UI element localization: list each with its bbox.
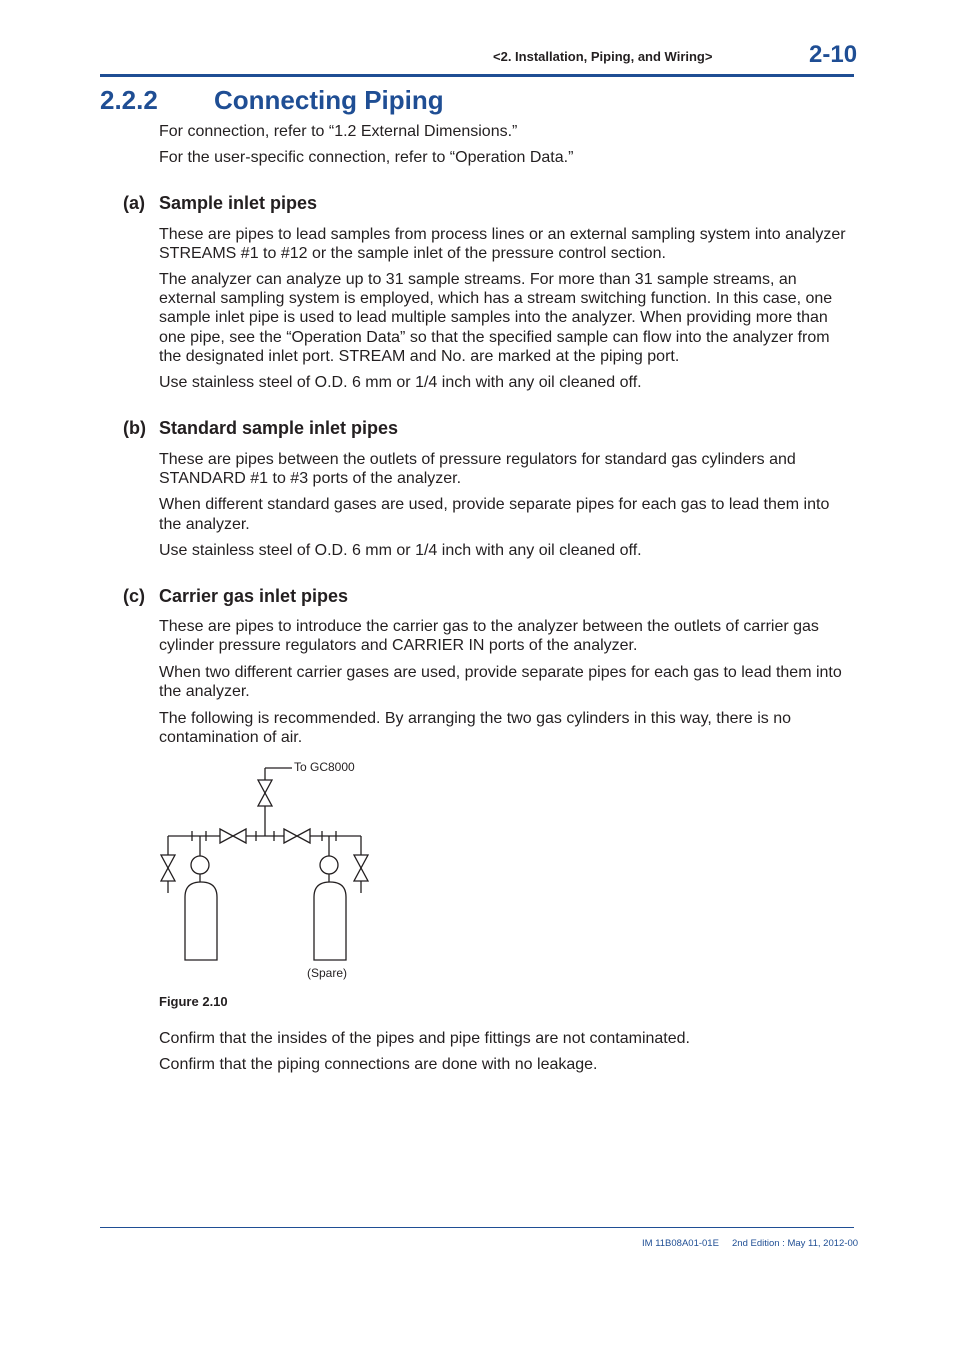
paragraph-line: cylinder pressure regulators and CARRIER IN ports of the analyzer. [159,637,638,654]
paragraph-line: the designated inlet port. STREAM and No. are marked at the piping port. [159,348,680,365]
intro-line: For the user-specific connection, refer to “Operation Data.” [159,149,574,166]
paragraph-line: When two different carrier gases are used, provide separate pipes for each gas to lead them into [159,664,842,681]
pressure-regulator-icon [320,856,338,874]
spare-gas-cylinder-icon [314,882,346,960]
paragraph-line: The analyzer can analyze up to 31 sample streams. For more than 31 sample streams, an [159,271,797,288]
paragraph-line: external sampling system is employed, which has a stream switching function. In this case, one [159,290,833,307]
running-header-chapter: <2. Installation, Piping, and Wiring> [493,49,713,64]
subsection-c-title: Carrier gas inlet pipes [159,586,349,606]
horizontal-valve-icon [297,829,310,843]
paragraph-line: sample inlet pipe is used to lead multiple samples into the analyzer. When providing more than [159,309,828,326]
paragraph-line: Use stainless steel of O.D. 6 mm or 1/4 inch with any oil cleaned off. [159,374,642,391]
spare-label: (Spare) [307,966,348,980]
subsection-b-title: Standard sample inlet pipes [159,418,399,438]
horizontal-valve-icon [284,829,297,843]
subsection-b-letter: (b) [123,418,146,438]
footer-rule [100,1227,854,1228]
section-title: Connecting Piping [214,85,444,115]
purge-valve-icon [354,868,368,881]
paragraph-line: These are pipes to lead samples from process lines or an external sampling system into analyzer [159,226,846,243]
paragraph-line: STANDARD #1 to #3 ports of the analyzer. [159,470,462,487]
to-gc8000-label: To GC8000 [294,760,355,774]
closing-line: Confirm that the insides of the pipes and pipe fittings are not contaminated. [159,1030,690,1047]
edition-date: 2nd Edition : May 11, 2012-00 [732,1238,859,1249]
horizontal-valve-icon [233,829,246,843]
closing-line: Confirm that the piping connections are done with no leakage. [159,1056,598,1073]
paragraph-line: STREAMS #1 to #12 or the sample inlet of the pressure control section. [159,245,666,262]
paragraph-line: Use stainless steel of O.D. 6 mm or 1/4 inch with any oil cleaned off. [159,542,642,559]
paragraph-line: These are pipes between the outlets of pressure regulators for standard gas cylinders and [159,451,796,468]
intro-line: For connection, refer to “1.2 External Dimensions.” [159,123,518,140]
paragraph-line: When different standard gases are used, provide separate pipes for each gas to lead them into [159,496,830,513]
carrier-gas-piping-diagram [150,755,390,985]
page-number: 2-10 [809,41,858,68]
paragraph-line: These are pipes to introduce the carrier gas to the analyzer between the outlets of carrier gas [159,618,819,635]
pressure-regulator-icon [191,856,209,874]
purge-valve-icon [161,868,175,881]
header-rule [100,74,854,77]
vertical-valve-icon [258,780,272,793]
paragraph-line: one pipe, see the “Operation Data” so that the specified sample can flow into the analyzer from [159,329,830,346]
subsection-a-letter: (a) [123,193,145,213]
figure-caption: Figure 2.10 [159,994,228,1009]
subsection-a-title: Sample inlet pipes [159,193,318,213]
gas-cylinder-icon [185,882,217,960]
vertical-valve-icon [258,793,272,806]
subsection-c-letter: (c) [123,586,145,606]
horizontal-valve-icon [220,829,233,843]
document-id: IM 11B08A01-01E [642,1238,719,1249]
paragraph-line: the analyzer. [159,516,250,533]
purge-valve-icon [354,855,368,868]
section-number: 2.2.2 [100,85,158,115]
paragraph-line: contamination of air. [159,729,303,746]
purge-valve-icon [161,855,175,868]
paragraph-line: The following is recommended. By arranging the two gas cylinders in this way, there is no [159,710,792,727]
paragraph-line: the analyzer. [159,683,250,700]
